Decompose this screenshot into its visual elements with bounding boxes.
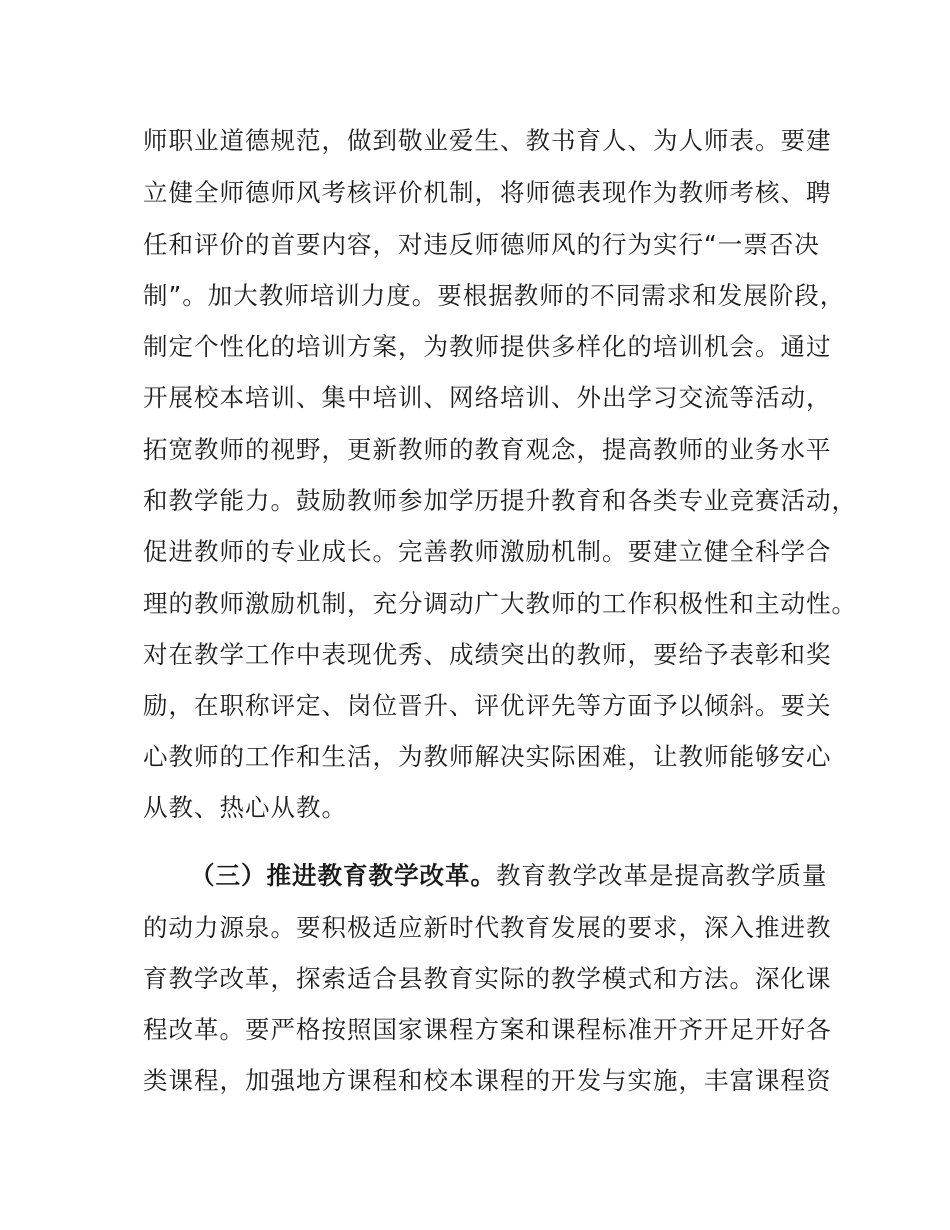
text-line: 促进教师的专业成长。完善教师激励机制。要建立健全科学合 bbox=[143, 537, 832, 566]
text-line: 程改革。要严格按照国家课程方案和课程标准开齐开足开好各 bbox=[143, 1015, 832, 1044]
text-line: 任和评价的首要内容，对违反师德师风的行为实行“一票否决 bbox=[143, 230, 820, 259]
text-line: 对在教学工作中表现优秀、成绩突出的教师，要给予表彰和奖 bbox=[143, 640, 832, 669]
text-line: 的动力源泉。要积极适应新时代教育发展的要求，深入推进教 bbox=[143, 913, 832, 942]
section-first-line bbox=[190, 859, 828, 893]
section-first-line-text: 教育教学改革是提高教学质量 bbox=[496, 861, 828, 890]
text-line: 开展校本培训、集中培训、网络培训、外出学习交流等活动， bbox=[143, 383, 832, 412]
text-line: 心教师的工作和生活，为教师解决实际困难，让教师能够安心 bbox=[143, 742, 832, 771]
text-line: 从教、热心从教。 bbox=[143, 793, 347, 822]
text-line: 制定个性化的培训方案，为教师提供多样化的培训机会。通过 bbox=[143, 332, 832, 361]
text-line: 师职业道德规范，做到敬业爱生、教书育人、为人师表。要建 bbox=[143, 126, 832, 155]
section-heading: （三）推进教育教学改革。 bbox=[190, 861, 496, 890]
text-line: 立健全师德师风考核评价机制，将师德表现作为教师考核、聘 bbox=[143, 178, 832, 207]
text-line: 励，在职称评定、岗位晋升、评优评先等方面予以倾斜。要关 bbox=[143, 691, 832, 720]
text-line: 制”。加大教师培训力度。要根据教师的不同需求和发展阶段， bbox=[143, 281, 846, 310]
text-line: 育教学改革，探索适合县教育实际的教学模式和方法。深化课 bbox=[143, 964, 832, 993]
text-line: 和教学能力。鼓励教师参加学历提升教育和各类专业竞赛活动， bbox=[143, 486, 857, 515]
text-line: 理的教师激励机制，充分调动广大教师的工作积极性和主动性。 bbox=[143, 589, 857, 618]
text-line: 拓宽教师的视野，更新教师的教育观念，提高教师的业务水平 bbox=[143, 435, 832, 464]
text-line: 类课程，加强地方课程和校本课程的开发与实施，丰富课程资 bbox=[143, 1066, 832, 1095]
